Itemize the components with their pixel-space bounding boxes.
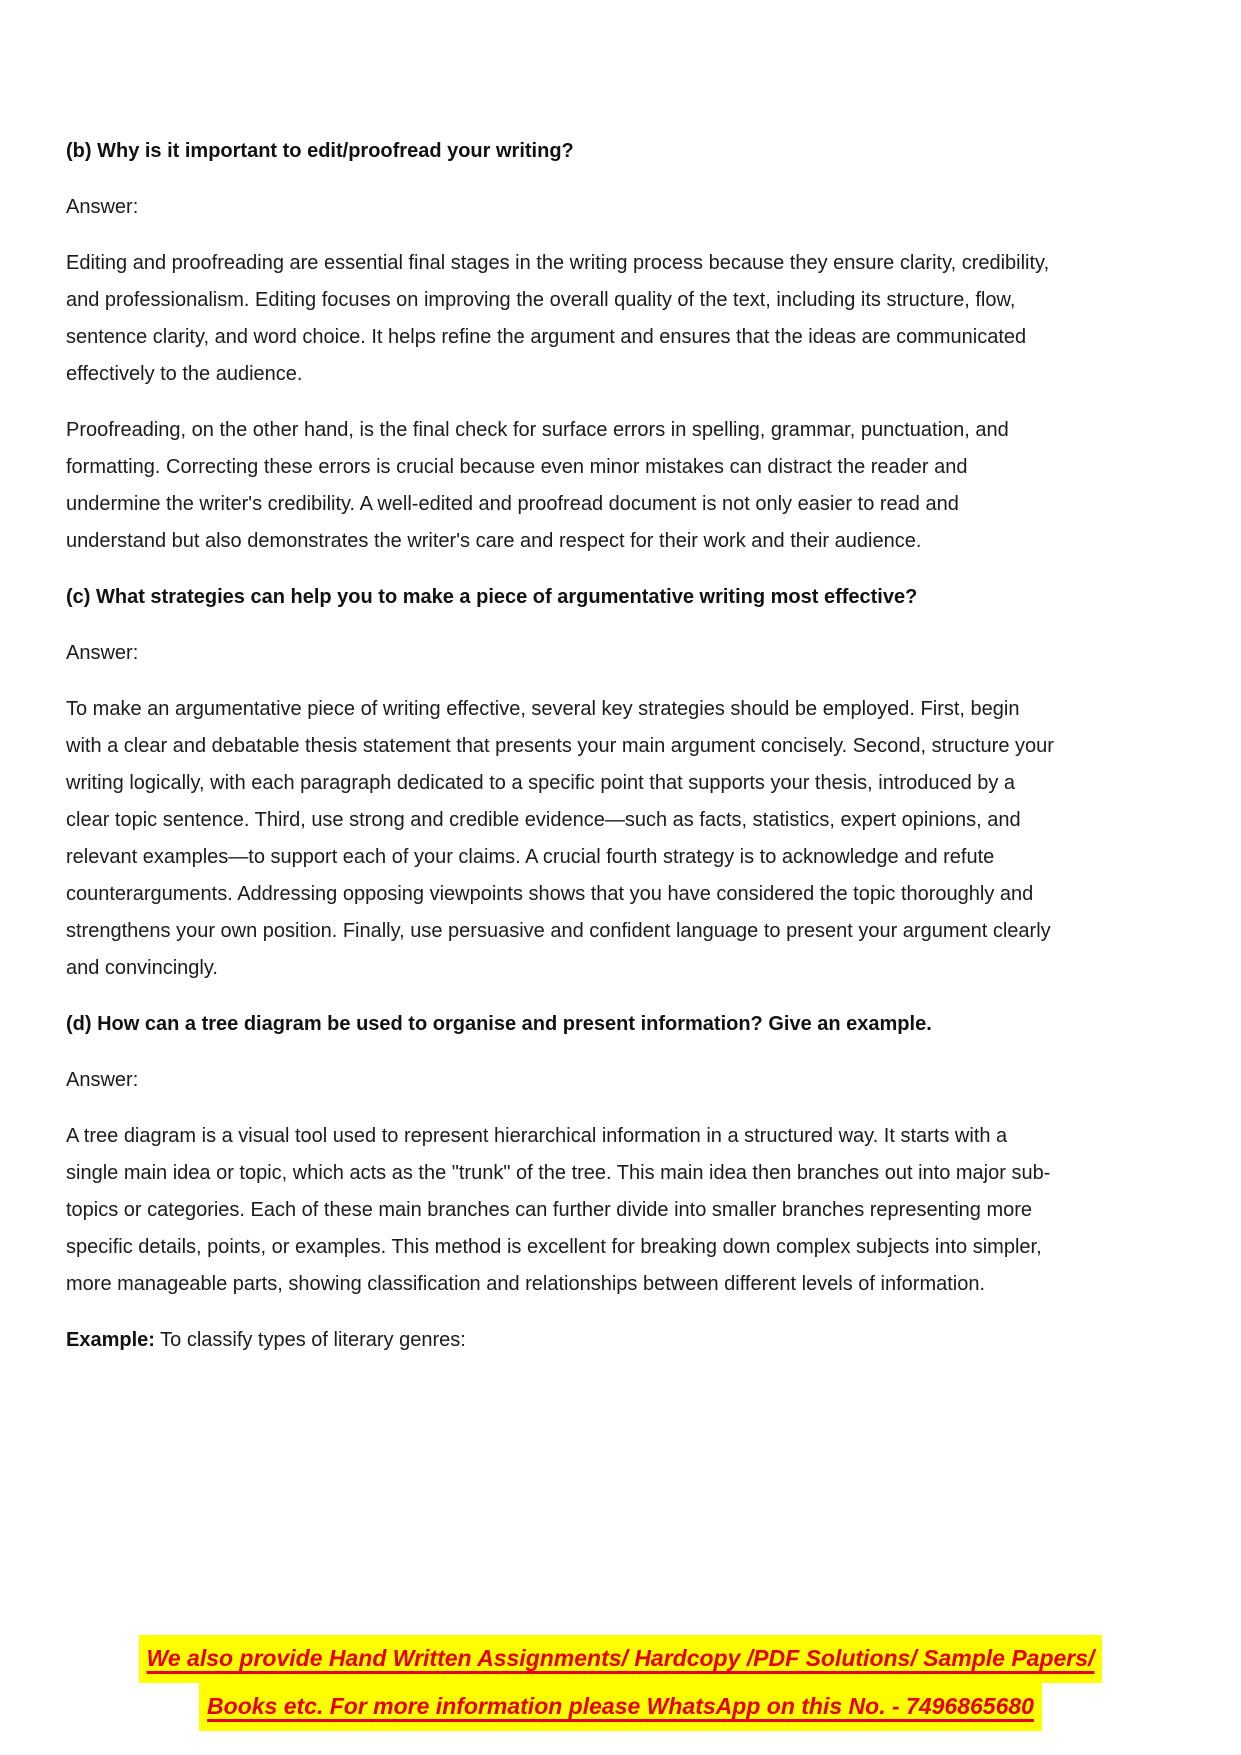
promo-text-1: We also provide Hand Written Assignments/ Hardcopy /PDF Solutions/ Sample Papers/ (139, 1635, 1103, 1683)
question-b-heading: (b) Why is it important to edit/proofread your writing? (66, 140, 574, 162)
section-question-b (66, 133, 1056, 560)
promo-banner-line-1 (0, 1635, 1241, 1683)
example-text: To classify types of literary genres: (154, 1329, 466, 1351)
question-c-heading: (c) What strategies can help you to make a piece of argumentative writing most effective? (66, 586, 918, 608)
answer-label: Answer: (66, 642, 139, 664)
answer-label: Answer: (66, 196, 139, 218)
example-label: Example: (66, 1329, 155, 1351)
question-d-heading: (d) How can a tree diagram be used to organise and present information? Give an example. (66, 1013, 932, 1035)
answer-paragraph: To make an argumentative piece of writing effective, several key strategies should be employed. First, begin with a clear and debatable thesis statement that presents your main argument concisely. Second, structure your writing logically, with each paragraph dedicated to a specific point that supports your thesis, introduced by a clear topic sentence. Third, use strong and credible evidence—such as facts, statistics, expert opinions, and relevant examples—to support each of your claims. A crucial fourth strategy is to acknowledge and refute counterarguments. Addressing opposing viewpoints shows that you have considered the topic thoroughly and strengthens your own position. Finally, use persuasive and confident language to present your argument clearly and convincingly. (66, 698, 1054, 979)
promo-banner-line-2 (0, 1683, 1241, 1731)
promo-text-2: Books etc. For more information please WhatsApp on this No. - 7496865680 (199, 1683, 1042, 1731)
document-content (66, 133, 1056, 1378)
section-question-d (66, 1006, 1056, 1359)
example-line (66, 1322, 1056, 1359)
answer-label: Answer: (66, 1069, 139, 1091)
promo-banner (0, 1635, 1241, 1731)
answer-paragraph: A tree diagram is a visual tool used to represent hierarchical information in a structured way. It starts with a single main idea or topic, which acts as the "trunk" of the tree. This main idea then branches out into major sub-topics or categories. Each of these main branches can further divide into smaller branches representing more specific details, points, or examples. This method is excellent for breaking down complex subjects into simpler, more manageable parts, showing classification and relationships between different levels of information. (66, 1125, 1051, 1295)
answer-paragraph: Proofreading, on the other hand, is the final check for surface errors in spelling, grammar, punctuation, and formatting. Correcting these errors is crucial because even minor mistakes can distract the reader and undermine the writer's credibility. A well-edited and proofread document is not only easier to read and understand but also demonstrates the writer's care and respect for their work and their audience. (66, 419, 1009, 552)
answer-paragraph: Editing and proofreading are essential final stages in the writing process because they ensure clarity, credibility, and professionalism. Editing focuses on improving the overall quality of the text, including its structure, flow, sentence clarity, and word choice. It helps refine the argument and ensures that the ideas are communicated effectively to the audience. (66, 252, 1050, 385)
section-question-c (66, 579, 1056, 987)
